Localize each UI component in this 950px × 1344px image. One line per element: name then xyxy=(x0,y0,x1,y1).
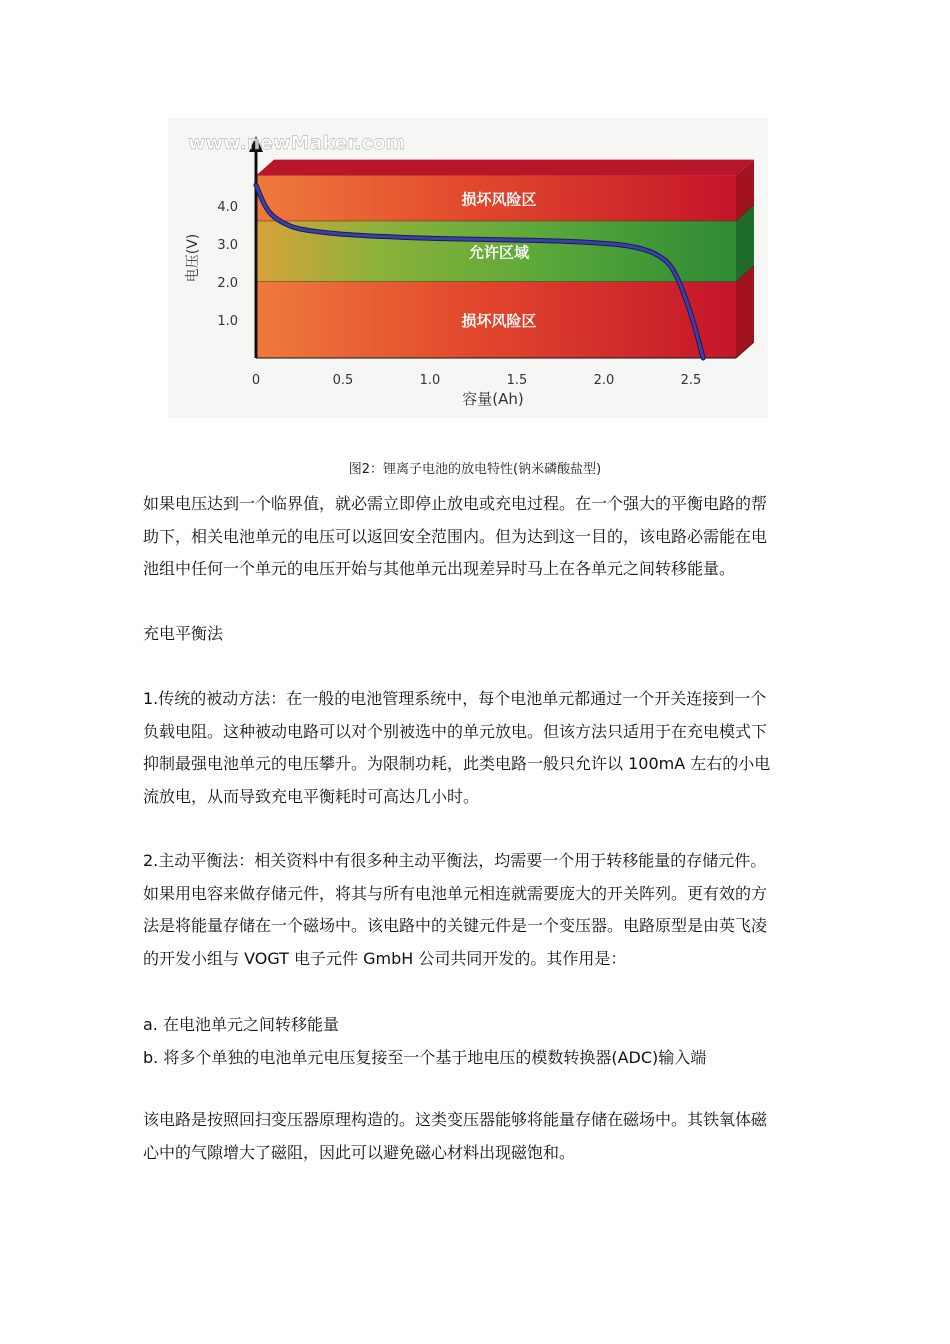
figure-caption: 图2：锂离子电池的放电特性(钠米磷酸盐型) xyxy=(348,462,602,477)
paragraph-active xyxy=(143,845,808,975)
y-tick-label: 3.0 xyxy=(217,238,238,253)
x-tick-label: 0 xyxy=(251,373,261,388)
text-line: 2.主动平衡法：相关资料中有很多种主动平衡法，均需要一个用于转移能量的存储元件。 xyxy=(143,851,767,870)
x-tick-label: 1.0 xyxy=(419,373,441,388)
text-line: 流放电，从而导致充电平衡耗时可高达几小时。 xyxy=(143,786,480,806)
text-line: 充电平衡法 xyxy=(143,624,224,643)
x-tick-label: 2.0 xyxy=(593,373,615,388)
zone-label: 损坏风险区 xyxy=(461,190,537,209)
figure-discharge-chart xyxy=(168,118,768,418)
text-line: 如果电压达到一个临界值，就必需立即停止放电或充电过程。在一个强大的平衡电路的帮 xyxy=(143,494,768,513)
text-line: 1.传统的被动方法：在一般的电池管理系统中，每个电池单元都通过一个开关连接到一个 xyxy=(143,689,767,708)
zone-top xyxy=(256,160,754,176)
text-line: 抑制最强电池单元的电压攀升。为限制功耗，此类电路一般只允许以 100mA 左右的小电 xyxy=(143,754,771,773)
text-line: 助下，相关电池单元的电压可以返回安全范围内。但为达到这一目的，该电路必需能在电 xyxy=(143,526,768,546)
zone-label: 允许区域 xyxy=(468,243,530,262)
y-tick-label: 4.0 xyxy=(217,200,238,215)
x-tick-label: 0.5 xyxy=(332,373,354,388)
zones xyxy=(256,160,754,358)
chart xyxy=(168,118,768,418)
section-heading xyxy=(143,618,808,651)
y-axis-label: 电压(V) xyxy=(185,233,201,283)
paragraph-passive xyxy=(143,683,808,813)
x-tick-label: 2.5 xyxy=(680,373,702,388)
paragraph-flyback xyxy=(143,1104,808,1169)
text-line: 心中的气隙增大了磁阻，因此可以避免磁心材料出现磁饱和。 xyxy=(143,1142,576,1162)
y-tick-label: 1.0 xyxy=(217,314,238,329)
list-item: a. 在电池单元之间转移能量 xyxy=(143,1015,339,1034)
x-tick-label: 1.5 xyxy=(506,373,528,388)
text-line: 法是将能量存储在一个磁场中。该电路中的关键元件是一个变压器。电路原型是由英飞凌 xyxy=(143,916,768,935)
x-axis-label: 容量(Ah) xyxy=(462,390,524,408)
paragraph-intro xyxy=(143,488,808,586)
text-line: 的开发小组与 VOGT 电子元件 GmbH 公司共同开发的。其作用是： xyxy=(143,948,627,968)
zone-label: 损坏风险区 xyxy=(461,312,537,330)
watermark: www.newMaker.com xyxy=(188,132,406,154)
text-line: 负载电阻。这种被动电路可以对个别被选中的单元放电。但该方法只适用于在充电模式下 xyxy=(143,721,768,741)
y-tick-label: 2.0 xyxy=(217,276,238,291)
list-item: b. 将多个单独的电池单元电压复接至一个基于地电压的模数转换器(ADC)输入端 xyxy=(143,1048,707,1067)
text-line: 该电路是按照回扫变压器原理构造的。这类变压器能够将能量存储在磁场中。其铁氧体磁 xyxy=(143,1110,768,1129)
text-line: 如果用电容来做存储元件，将其与所有电池单元相连就需要庞大的开关阵列。更有效的方 xyxy=(143,883,768,903)
text-line: 池组中任何一个单元的电压开始与其他单元出现差异时马上在各单元之间转移能量。 xyxy=(143,559,736,578)
